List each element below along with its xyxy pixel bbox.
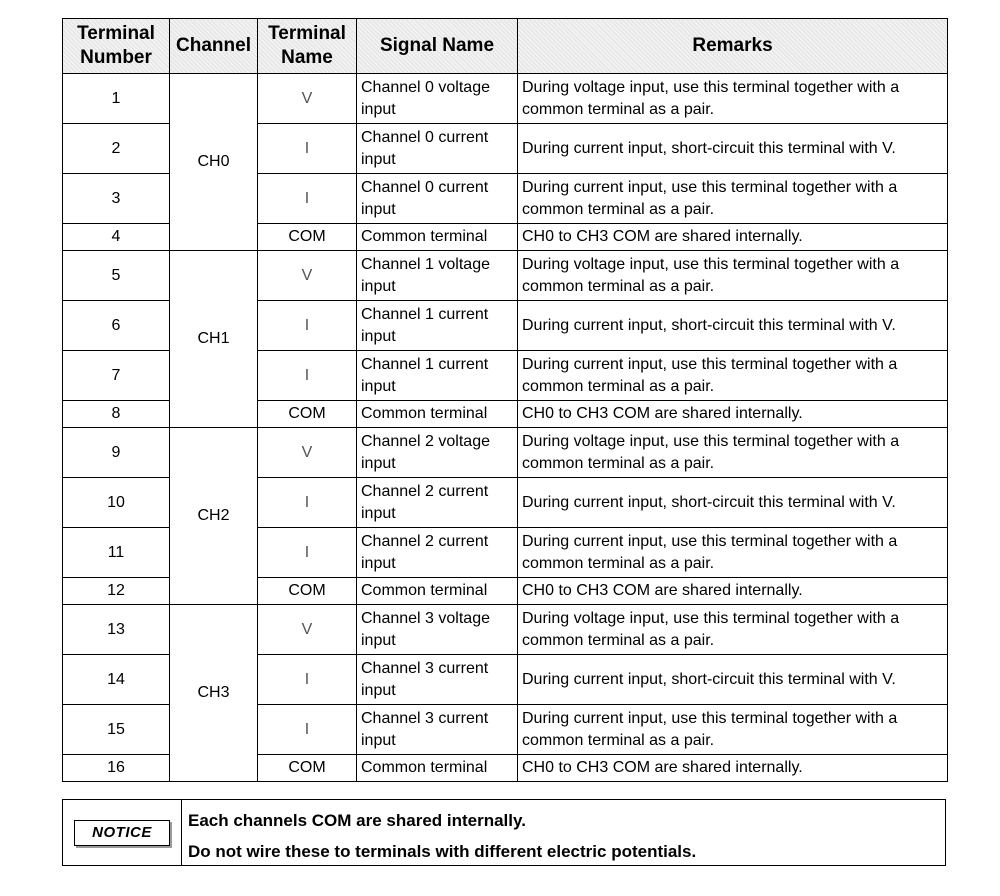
- table-header-row: [63, 19, 948, 74]
- signal-name-cell: Common terminal: [357, 401, 518, 428]
- terminal-number-cell: 3: [63, 174, 170, 224]
- signal-name-cell: Channel 3 current input: [357, 655, 518, 705]
- terminal-name-cell: I: [258, 478, 357, 528]
- channel-cell: CH2: [170, 428, 258, 605]
- terminal-name-cell: V: [258, 251, 357, 301]
- remarks-cell: During current input, use this terminal together with a common terminal as a pair.: [518, 705, 948, 755]
- terminal-table: [62, 18, 948, 782]
- header-terminal-number: [63, 19, 170, 74]
- remarks-cell: During voltage input, use this terminal together with a common terminal as a pair.: [518, 605, 948, 655]
- header-text: Remarks: [692, 35, 773, 56]
- remarks-cell: During current input, use this terminal together with a common terminal as a pair.: [518, 351, 948, 401]
- header-channel: [170, 19, 258, 74]
- terminal-name-cell: V: [258, 428, 357, 478]
- remarks-cell: CH0 to CH3 COM are shared internally.: [518, 755, 948, 782]
- signal-name-cell: Common terminal: [357, 755, 518, 782]
- terminal-number-cell: 14: [63, 655, 170, 705]
- remarks-cell: During current input, short-circuit this terminal with V.: [518, 478, 948, 528]
- remarks-cell: During current input, short-circuit this terminal with V.: [518, 124, 948, 174]
- terminal-name-cell: I: [258, 655, 357, 705]
- signal-name-cell: Channel 1 current input: [357, 351, 518, 401]
- terminal-name-cell: COM: [258, 755, 357, 782]
- signal-name-cell: Channel 1 voltage input: [357, 251, 518, 301]
- terminal-name-cell: I: [258, 351, 357, 401]
- signal-name-cell: Channel 2 voltage input: [357, 428, 518, 478]
- table-row: [63, 251, 948, 301]
- terminal-number-cell: 12: [63, 578, 170, 605]
- terminal-name-cell: I: [258, 301, 357, 351]
- header-text: Terminal: [268, 23, 346, 44]
- remarks-cell: CH0 to CH3 COM are shared internally.: [518, 401, 948, 428]
- terminal-name-cell: I: [258, 705, 357, 755]
- notice-line: Do not wire these to terminals with different electric potentials.: [188, 842, 697, 861]
- terminal-number-cell: 2: [63, 124, 170, 174]
- header-text: Channel: [176, 35, 251, 56]
- header-terminal-name: [258, 19, 357, 74]
- signal-name-cell: Channel 2 current input: [357, 478, 518, 528]
- table-row: [63, 605, 948, 655]
- signal-name-cell: Common terminal: [357, 224, 518, 251]
- remarks-cell: CH0 to CH3 COM are shared internally.: [518, 578, 948, 605]
- notice-text: [182, 800, 696, 865]
- notice-badge: NOTICE: [74, 820, 170, 846]
- remarks-cell: During current input, use this terminal together with a common terminal as a pair.: [518, 528, 948, 578]
- signal-name-cell: Channel 2 current input: [357, 528, 518, 578]
- header-text: Signal Name: [379, 35, 495, 56]
- signal-name-cell: Channel 0 current input: [357, 124, 518, 174]
- header-text: Number: [80, 47, 152, 68]
- remarks-cell: During voltage input, use this terminal together with a common terminal as a pair.: [518, 251, 948, 301]
- terminal-number-cell: 16: [63, 755, 170, 782]
- terminal-number-cell: 9: [63, 428, 170, 478]
- remarks-cell: During voltage input, use this terminal together with a common terminal as a pair.: [518, 74, 948, 124]
- terminal-name-cell: I: [258, 124, 357, 174]
- terminal-number-cell: 8: [63, 401, 170, 428]
- remarks-cell: During current input, short-circuit this terminal with V.: [518, 301, 948, 351]
- terminal-number-cell: 1: [63, 74, 170, 124]
- channel-cell: CH0: [170, 74, 258, 251]
- terminal-name-cell: V: [258, 605, 357, 655]
- terminal-name-cell: I: [258, 174, 357, 224]
- terminal-number-cell: 4: [63, 224, 170, 251]
- terminal-number-cell: 6: [63, 301, 170, 351]
- notice-box: [62, 799, 946, 866]
- terminal-number-cell: 11: [63, 528, 170, 578]
- header-text: Terminal: [77, 23, 155, 44]
- terminal-number-cell: 5: [63, 251, 170, 301]
- channel-cell: CH1: [170, 251, 258, 428]
- signal-name-cell: Channel 1 current input: [357, 301, 518, 351]
- remarks-cell: During current input, short-circuit this terminal with V.: [518, 655, 948, 705]
- channel-cell: CH3: [170, 605, 258, 782]
- terminal-name-cell: V: [258, 74, 357, 124]
- signal-name-cell: Channel 3 voltage input: [357, 605, 518, 655]
- header-remarks: [518, 19, 948, 74]
- terminal-number-cell: 7: [63, 351, 170, 401]
- signal-name-cell: Common terminal: [357, 578, 518, 605]
- terminal-number-cell: 13: [63, 605, 170, 655]
- terminal-number-cell: 15: [63, 705, 170, 755]
- table-row: [63, 428, 948, 478]
- terminal-name-cell: COM: [258, 578, 357, 605]
- terminal-name-cell: I: [258, 528, 357, 578]
- signal-name-cell: Channel 3 current input: [357, 705, 518, 755]
- table-row: [63, 74, 948, 124]
- terminal-name-cell: COM: [258, 224, 357, 251]
- header-text: Name: [281, 47, 333, 68]
- notice-line: Each channels COM are shared internally.: [188, 811, 526, 830]
- terminal-name-cell: COM: [258, 401, 357, 428]
- signal-name-cell: Channel 0 voltage input: [357, 74, 518, 124]
- signal-name-cell: Channel 0 current input: [357, 174, 518, 224]
- notice-badge-cell: [63, 800, 182, 865]
- terminal-number-cell: 10: [63, 478, 170, 528]
- header-signal-name: [357, 19, 518, 74]
- remarks-cell: CH0 to CH3 COM are shared internally.: [518, 224, 948, 251]
- remarks-cell: During current input, use this terminal together with a common terminal as a pair.: [518, 174, 948, 224]
- remarks-cell: During voltage input, use this terminal together with a common terminal as a pair.: [518, 428, 948, 478]
